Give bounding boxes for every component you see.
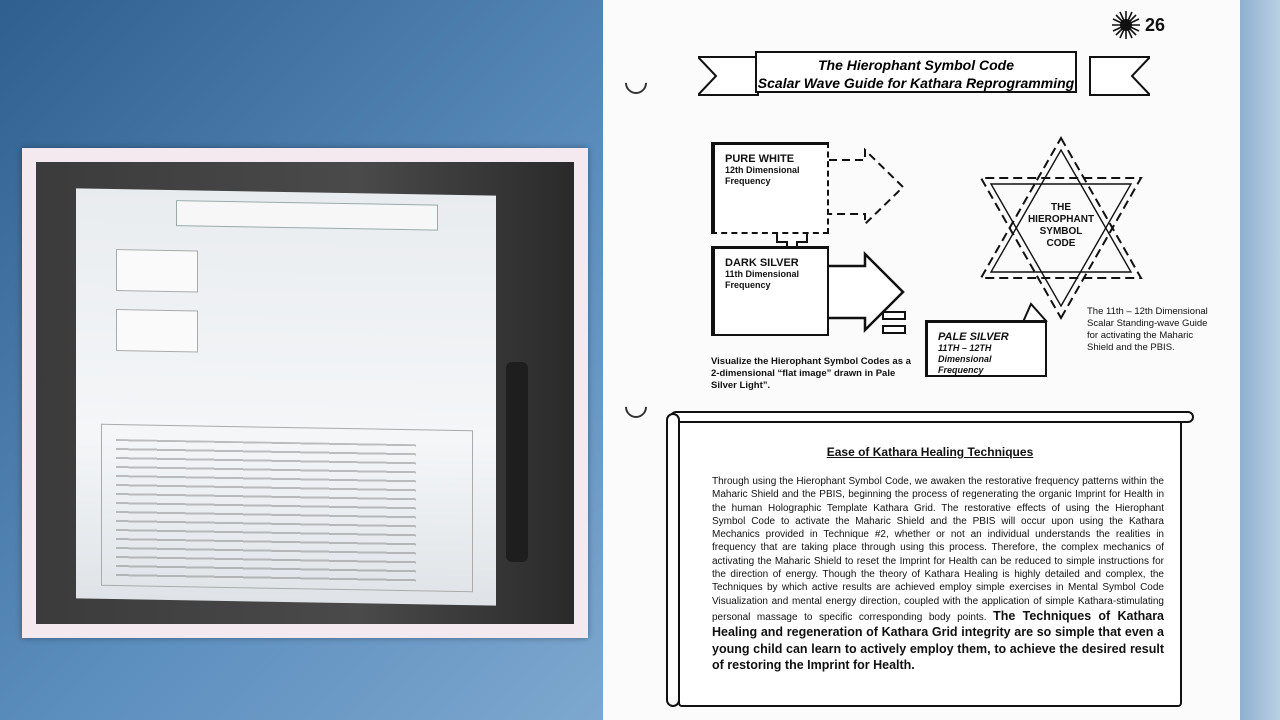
banner-line-2: Scalar Wave Guide for Kathara Reprogramming: [757, 75, 1075, 91]
scroll-body: [712, 475, 1164, 673]
visualize-note: Visualize the Hierophant Symbol Codes as a 2-dimensional “flat image” drawn in Pale Silver Light”.: [711, 356, 911, 391]
banner-line-1: The Hierophant Symbol Code: [817, 57, 1014, 73]
scroll-heading: Ease of Kathara Healing Techniques: [826, 445, 1034, 459]
projected-box: [116, 249, 198, 292]
projected-box: [116, 309, 198, 352]
hierophant-symbol-label: [1025, 202, 1097, 250]
text-scroll: [678, 417, 1182, 707]
video-frame: [22, 148, 588, 638]
guide-note: The 11th – 12th Dimensional Scalar Standing-wave Guide for activating the Maharic Shield and the PBIS.: [1087, 306, 1208, 353]
projected-text: [116, 439, 416, 584]
document-page: [603, 0, 1240, 720]
projection-screen: [76, 188, 496, 605]
pure-white-code-box: [711, 142, 829, 234]
scroll-closing: The Techniques of Kathara Healing and regeneration of Kathara Grid integrity are so simple that even a young child can learn to actively employ them, to achieve the desired result of restoring the Imprint for Health.: [712, 608, 1165, 672]
pale-silver-name: PALE SILVER: [938, 331, 1009, 343]
pure-white-line2: Frequency: [725, 176, 771, 186]
hierophant-label-line1: THE: [1051, 202, 1071, 213]
page-number: 26: [1145, 14, 1166, 35]
hierophant-label-line3: SYMBOL CODE: [1039, 226, 1083, 249]
projected-title: [176, 200, 438, 231]
pure-white-line1: 12th Dimensional: [725, 165, 800, 175]
dark-silver-code-box: [711, 246, 829, 336]
microphone-stand: [506, 362, 528, 562]
pale-silver-line1: 11TH – 12TH Dimensional: [938, 343, 992, 364]
dark-silver-name: DARK SILVER: [725, 257, 799, 269]
dark-silver-line2: Frequency: [725, 280, 771, 290]
video-feed: [36, 162, 574, 624]
dark-silver-line1: 11th Dimensional: [725, 269, 800, 279]
scroll-paragraph: Through using the Hierophant Symbol Code, we awaken the restorative frequency patterns within the Maharic Shield and the PBIS, beginning the process of regenerating the organic Imprint for Health in the human Holographic Template Kathara Grid. The restorative effects of using the Hierophant Symbol Code to activate the Maharic Shield and the PBIS will occur upon using the Kathara Mechanics provided in Technique #2, whether or not an individual understands the realities in frequency that are taking place through using this process. Therefore, the complex mechanics of activating the Maharic Shield to reset the Imprint for Health can be reduced to simple instructions for the direction of energy. Though the theory of Kathara Healing is highly detailed and complex, the Techniques by which active results are achieved employ simple exercises in Mental Symbol Code Visualization and mental energy direction, coupled with the application of simple Kathara-stimulating personal massage to specific corresponding body points.: [712, 476, 1164, 623]
background-edge: [1240, 0, 1280, 720]
pale-silver-code-box: [925, 320, 1047, 377]
hierophant-label-line2: HIEROPHANT: [1027, 214, 1095, 225]
pure-white-name: PURE WHITE: [725, 153, 795, 165]
scroll-roll-top: [670, 411, 1194, 423]
pale-silver-line2: Frequency: [938, 365, 984, 375]
scroll-roll-left: [666, 413, 680, 707]
